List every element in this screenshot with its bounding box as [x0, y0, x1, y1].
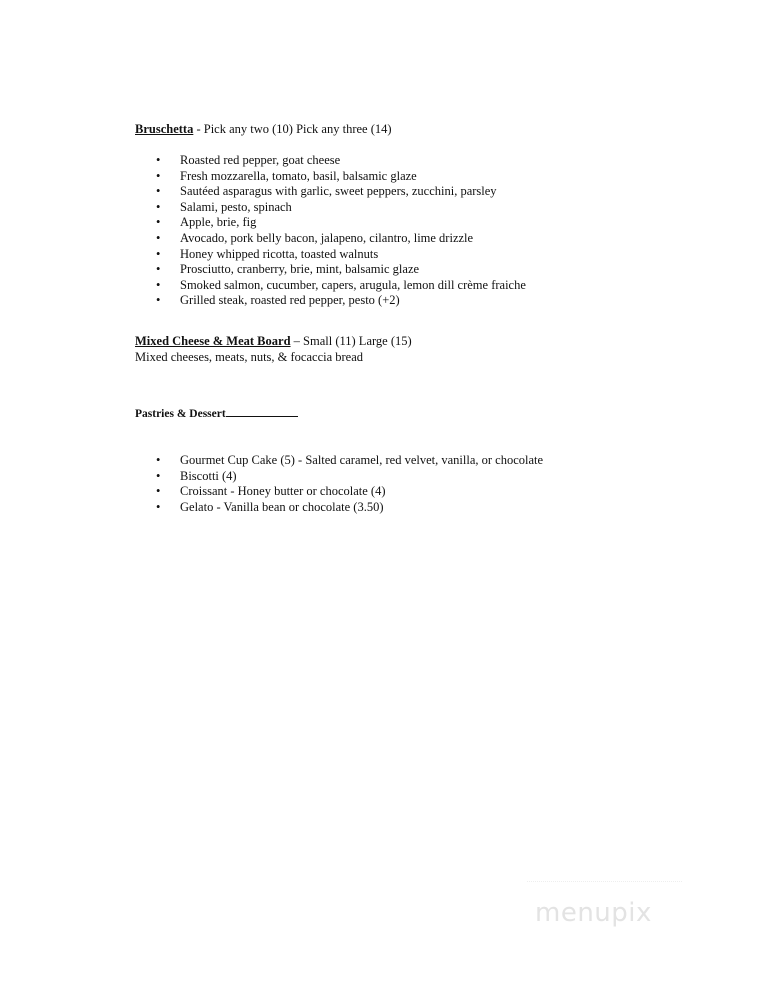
list-item: • Roasted red pepper, goat cheese — [156, 153, 341, 167]
bullet-icon: • — [156, 277, 161, 292]
bruschetta-heading — [135, 121, 392, 137]
bullet-icon: • — [156, 199, 161, 214]
pastries-title: Pastries & Dessert — [135, 408, 226, 420]
bullet-icon: • — [156, 184, 161, 199]
watermark-decoration — [527, 881, 682, 888]
bruschetta-title: Bruschetta — [135, 122, 194, 136]
list-item: • Gourmet Cup Cake (5) - Salted caramel, red velvet, vanilla, or chocolate — [156, 453, 544, 467]
board-heading — [135, 333, 412, 349]
bullet-icon: • — [156, 499, 161, 514]
board-title: Mixed Cheese & Meat Board — [135, 334, 291, 348]
bullet-icon: • — [156, 246, 161, 261]
bruschetta-list — [135, 153, 526, 309]
list-item: • Apple, brie, fig — [156, 215, 257, 230]
list-item: • Honey whipped ricotta, toasted walnuts — [156, 246, 379, 261]
list-item: • Gelato - Vanilla bean or chocolate (3.50) — [156, 499, 384, 514]
list-item: • Sautéed asparagus with garlic, sweet peppers, zucchini, parsley — [156, 184, 497, 199]
bullet-icon: • — [156, 168, 161, 183]
bullet-icon: • — [156, 262, 161, 277]
bullet-icon: • — [156, 484, 161, 499]
watermark-logo: menupix — [535, 898, 652, 928]
bullet-icon: • — [156, 453, 161, 467]
bruschetta-pricing: - Pick any two (10) Pick any three (14) — [193, 122, 392, 136]
bullet-icon: • — [156, 153, 161, 167]
list-item: • Avocado, pork belly bacon, jalapeno, cilantro, lime drizzle — [156, 230, 474, 245]
list-item: • Smoked salmon, cucumber, capers, arugula, lemon dill crème fraiche — [156, 277, 526, 292]
pastries-list — [135, 453, 543, 515]
list-item: • Prosciutto, cranberry, brie, mint, balsamic glaze — [156, 262, 420, 277]
bullet-icon: • — [156, 230, 161, 245]
heading-underline — [226, 405, 298, 417]
list-item: • Grilled steak, roasted red pepper, pesto (+2) — [156, 293, 400, 308]
list-item: • Biscotti (4) — [156, 468, 237, 483]
board-pricing: – Small (11) Large (15) — [290, 334, 412, 348]
list-item: • Salami, pesto, spinach — [156, 199, 292, 214]
list-item: • Fresh mozzarella, tomato, basil, balsamic glaze — [156, 168, 417, 183]
list-item: • Croissant - Honey butter or chocolate (4) — [156, 484, 386, 499]
bullet-icon: • — [156, 468, 161, 483]
board-description: Mixed cheeses, meats, nuts, & focaccia bread — [135, 350, 364, 364]
bullet-icon: • — [156, 215, 161, 230]
bullet-icon: • — [156, 293, 161, 308]
pastries-heading — [135, 405, 298, 422]
